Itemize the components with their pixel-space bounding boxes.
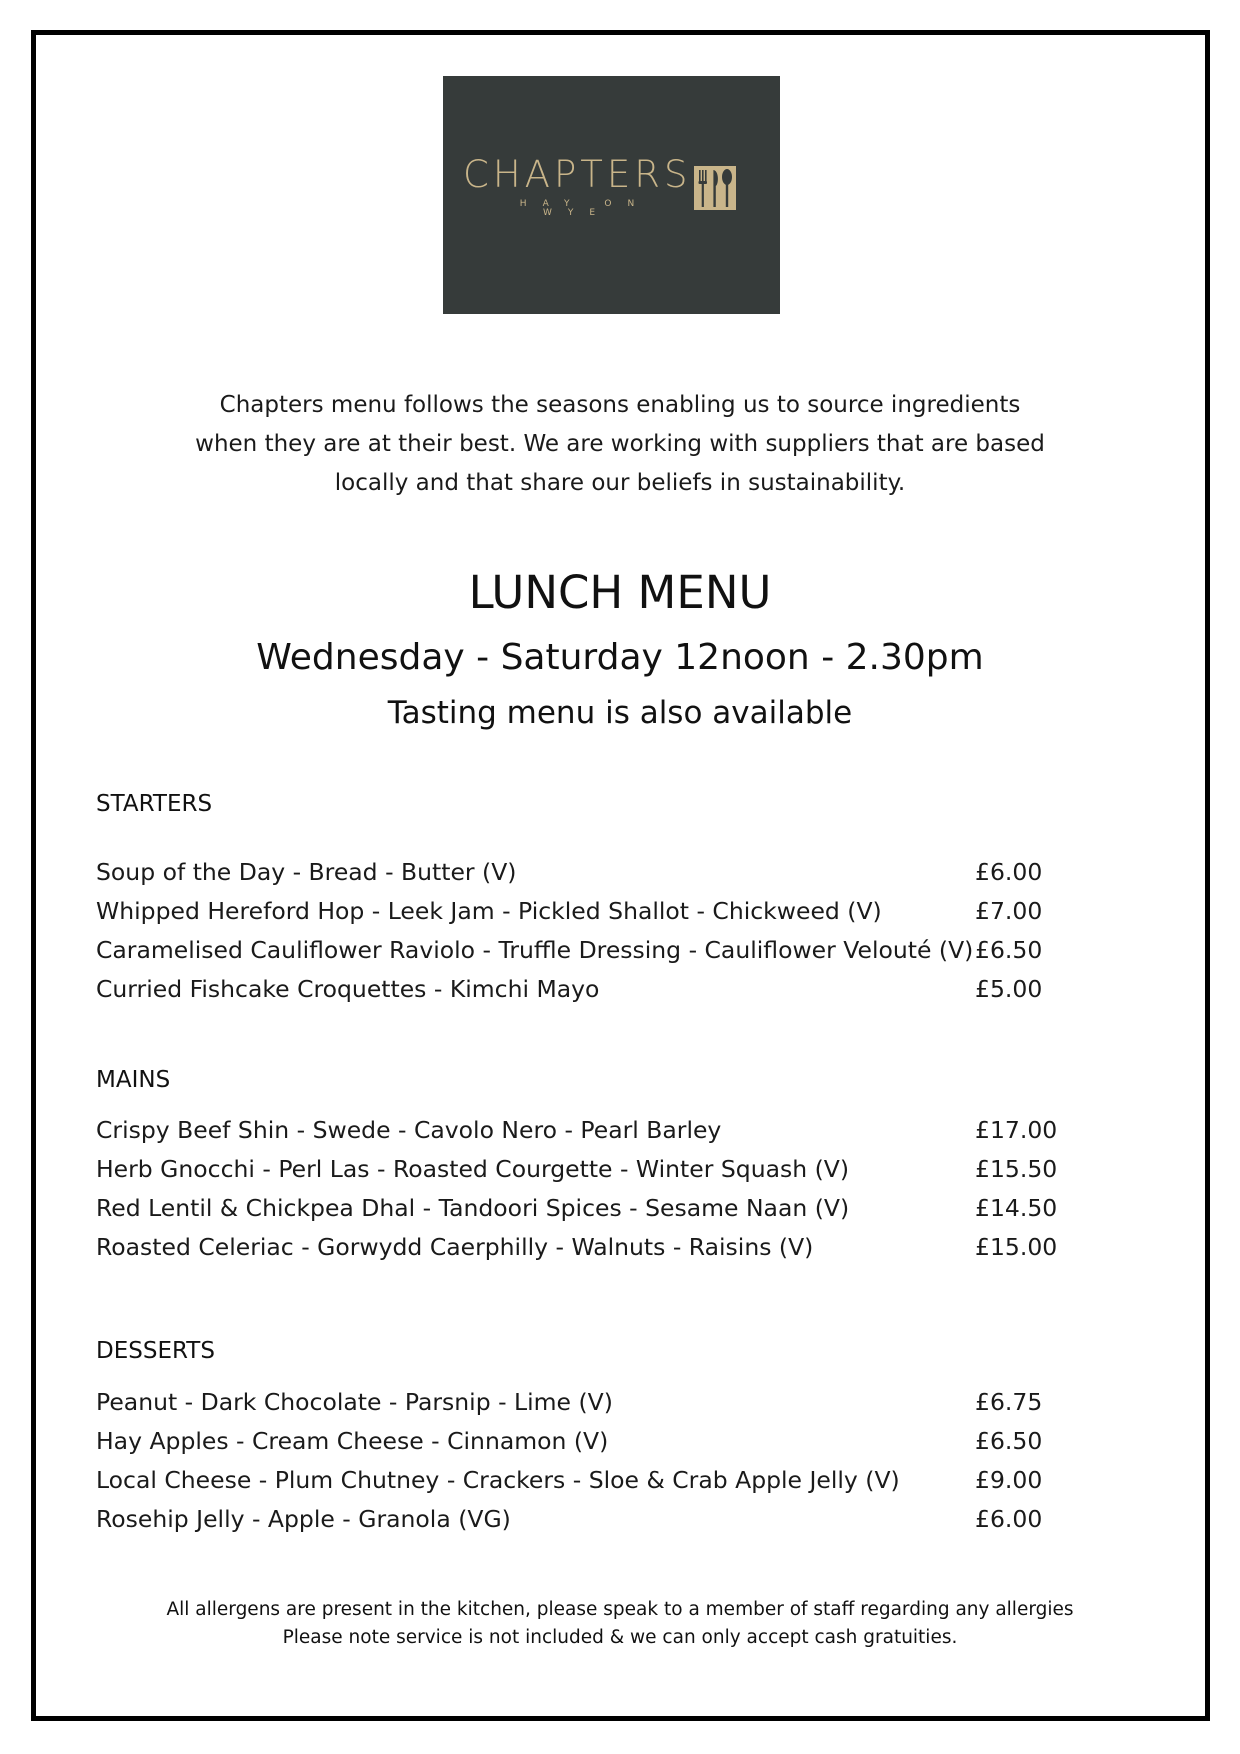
item-name: Soup of the Day - Bread - Butter (V)	[96, 858, 517, 886]
section-heading-starters: STARTERS	[96, 791, 213, 817]
intro-text	[170, 386, 1070, 503]
item-price: £6.50	[975, 936, 1043, 964]
starters-list	[96, 853, 1096, 1009]
item-name: Rosehip Jelly - Apple - Granola (VG)	[96, 1505, 511, 1533]
item-name: Curried Fishcake Croquettes - Kimchi Mayo	[96, 975, 600, 1003]
menu-item	[96, 1422, 1096, 1461]
service-hours: Wednesday - Saturday 12noon - 2.30pm	[256, 637, 984, 678]
menu-item	[96, 970, 1096, 1009]
item-name: Hay Apples - Cream Cheese - Cinnamon (V)	[96, 1427, 609, 1455]
item-name: Herb Gnocchi - Perl Las - Roasted Courgette - Winter Squash (V)	[96, 1155, 850, 1183]
item-price: £15.50	[975, 1155, 1058, 1183]
allergen-note: All allergens are present in the kitchen, please speak to a member of staff regarding any allergies	[166, 1599, 1074, 1620]
item-name: Caramelised Cauliflower Raviolo - Truffle Dressing - Cauliflower Velouté (V)	[96, 936, 974, 964]
item-price: £6.50	[975, 1427, 1043, 1455]
intro-line: when they are at their best. We are working with suppliers that are based	[195, 431, 1045, 457]
menu-title: LUNCH MENU	[468, 566, 772, 619]
item-price: £6.00	[975, 858, 1043, 886]
menu-item	[96, 853, 1096, 892]
tasting-note: Tasting menu is also available	[387, 695, 853, 731]
item-name: Red Lentil & Chickpea Dhal - Tandoori Spices - Sesame Naan (V)	[96, 1194, 850, 1222]
item-price: £15.00	[975, 1233, 1058, 1261]
logo-wordmark: CHAPTERS	[463, 153, 692, 196]
item-price: £5.00	[975, 975, 1043, 1003]
item-name: Whipped Hereford Hop - Leek Jam - Pickled Shallot - Chickweed (V)	[96, 897, 882, 925]
restaurant-logo	[443, 76, 780, 314]
section-heading-desserts: DESSERTS	[96, 1338, 215, 1364]
menu-item	[96, 1150, 1096, 1189]
menu-item	[96, 1228, 1096, 1267]
item-name: Roasted Celeriac - Gorwydd Caerphilly - Walnuts - Raisins (V)	[96, 1233, 814, 1261]
item-price: £9.00	[975, 1466, 1043, 1494]
item-price: £7.00	[975, 897, 1043, 925]
section-heading-mains: MAINS	[96, 1067, 171, 1093]
desserts-list	[96, 1383, 1096, 1539]
intro-line: locally and that share our beliefs in sustainability.	[334, 470, 906, 496]
item-name: Crispy Beef Shin - Swede - Cavolo Nero - Pearl Barley	[96, 1116, 722, 1144]
intro-line: Chapters menu follows the seasons enabling us to source ingredients	[219, 392, 1021, 418]
logo-location: HAY ON WYE	[519, 199, 651, 218]
item-price: £14.50	[975, 1194, 1058, 1222]
item-name: Local Cheese - Plum Chutney - Crackers - Sloe & Crab Apple Jelly (V)	[96, 1466, 900, 1494]
menu-item	[96, 931, 1096, 970]
item-name: Peanut - Dark Chocolate - Parsnip - Lime (V)	[96, 1388, 613, 1416]
item-price: £17.00	[975, 1116, 1058, 1144]
menu-item	[96, 1383, 1096, 1422]
item-price: £6.75	[975, 1388, 1043, 1416]
menu-item	[96, 1111, 1096, 1150]
menu-item	[96, 1500, 1096, 1539]
menu-item	[96, 1461, 1096, 1500]
cutlery-icon	[693, 166, 737, 210]
gratuity-note: Please note service is not included & we can only accept cash gratuities.	[282, 1627, 958, 1648]
mains-list	[96, 1111, 1096, 1267]
menu-item	[96, 892, 1096, 931]
item-price: £6.00	[975, 1505, 1043, 1533]
menu-item	[96, 1189, 1096, 1228]
